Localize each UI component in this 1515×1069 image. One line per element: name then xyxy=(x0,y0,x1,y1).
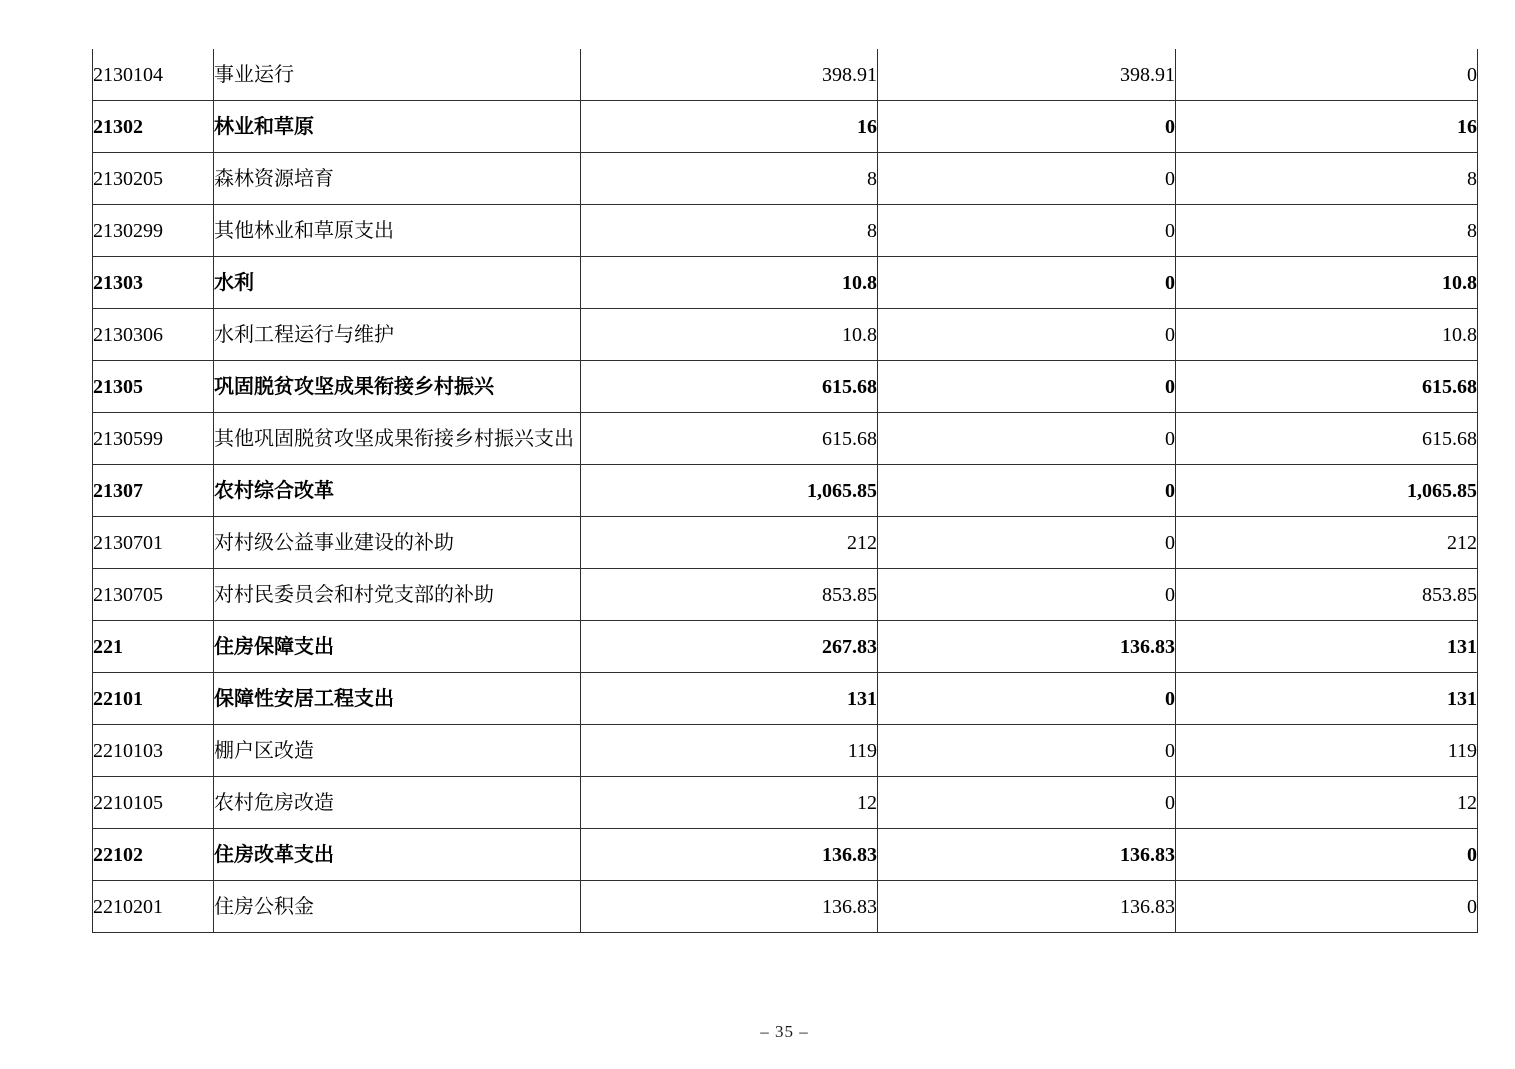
row-value-1: 267.83 xyxy=(581,621,878,673)
row-value-3: 0 xyxy=(1176,829,1478,881)
row-value-2: 0 xyxy=(878,725,1176,777)
row-value-3: 12 xyxy=(1176,777,1478,829)
row-value-1: 136.83 xyxy=(581,829,878,881)
row-value-1: 119 xyxy=(581,725,878,777)
row-code: 221 xyxy=(93,621,214,673)
row-value-3: 10.8 xyxy=(1176,309,1478,361)
table-row xyxy=(93,569,1478,621)
row-name: 住房保障支出 xyxy=(214,621,581,673)
row-value-3: 16 xyxy=(1176,101,1478,153)
row-value-3: 212 xyxy=(1176,517,1478,569)
row-code: 2130705 xyxy=(93,569,214,621)
row-name: 对村民委员会和村党支部的补助 xyxy=(214,569,581,621)
row-value-3: 119 xyxy=(1176,725,1478,777)
row-code: 22102 xyxy=(93,829,214,881)
row-name: 水利 xyxy=(214,257,581,309)
row-value-2: 136.83 xyxy=(878,881,1176,933)
row-value-3: 8 xyxy=(1176,205,1478,257)
row-value-2: 0 xyxy=(878,413,1176,465)
row-value-3: 615.68 xyxy=(1176,413,1478,465)
row-name: 对村级公益事业建设的补助 xyxy=(214,517,581,569)
row-code: 2210105 xyxy=(93,777,214,829)
row-value-1: 12 xyxy=(581,777,878,829)
row-value-3: 615.68 xyxy=(1176,361,1478,413)
table-row xyxy=(93,101,1478,153)
row-name: 保障性安居工程支出 xyxy=(214,673,581,725)
row-code: 21303 xyxy=(93,257,214,309)
page-number: – 35 – xyxy=(760,1022,809,1041)
table-row xyxy=(93,309,1478,361)
row-value-2: 0 xyxy=(878,309,1176,361)
row-value-1: 136.83 xyxy=(581,881,878,933)
row-value-2: 0 xyxy=(878,153,1176,205)
row-value-2: 0 xyxy=(878,101,1176,153)
row-value-1: 1,065.85 xyxy=(581,465,878,517)
row-value-2: 0 xyxy=(878,361,1176,413)
row-value-3: 131 xyxy=(1176,621,1478,673)
row-value-2: 0 xyxy=(878,569,1176,621)
row-code: 21305 xyxy=(93,361,214,413)
row-value-1: 8 xyxy=(581,153,878,205)
table-row xyxy=(93,777,1478,829)
row-name: 森林资源培育 xyxy=(214,153,581,205)
table-row xyxy=(93,361,1478,413)
row-code: 2130299 xyxy=(93,205,214,257)
row-code: 21307 xyxy=(93,465,214,517)
row-name: 水利工程运行与维护 xyxy=(214,309,581,361)
row-name: 巩固脱贫攻坚成果衔接乡村振兴 xyxy=(214,361,581,413)
row-value-2: 0 xyxy=(878,465,1176,517)
table-row xyxy=(93,413,1478,465)
row-name: 住房公积金 xyxy=(214,881,581,933)
table-row xyxy=(93,257,1478,309)
row-code: 2130306 xyxy=(93,309,214,361)
row-name: 棚户区改造 xyxy=(214,725,581,777)
row-value-1: 615.68 xyxy=(581,361,878,413)
row-value-2: 0 xyxy=(878,673,1176,725)
row-value-3: 0 xyxy=(1176,49,1478,101)
row-value-3: 1,065.85 xyxy=(1176,465,1478,517)
row-value-1: 615.68 xyxy=(581,413,878,465)
row-name: 其他林业和草原支出 xyxy=(214,205,581,257)
row-code: 21302 xyxy=(93,101,214,153)
row-code: 2130205 xyxy=(93,153,214,205)
table-row xyxy=(93,829,1478,881)
table-row xyxy=(93,465,1478,517)
budget-expenditure-table xyxy=(92,49,1478,933)
table-row xyxy=(93,517,1478,569)
row-name: 农村危房改造 xyxy=(214,777,581,829)
row-value-1: 10.8 xyxy=(581,309,878,361)
row-value-3: 131 xyxy=(1176,673,1478,725)
row-code: 2130599 xyxy=(93,413,214,465)
row-value-3: 10.8 xyxy=(1176,257,1478,309)
row-value-2: 0 xyxy=(878,257,1176,309)
row-value-1: 131 xyxy=(581,673,878,725)
row-code: 2210201 xyxy=(93,881,214,933)
row-value-2: 136.83 xyxy=(878,829,1176,881)
table-row xyxy=(93,621,1478,673)
row-value-2: 0 xyxy=(878,777,1176,829)
table-row xyxy=(93,153,1478,205)
row-value-1: 16 xyxy=(581,101,878,153)
row-name: 事业运行 xyxy=(214,49,581,101)
row-value-1: 398.91 xyxy=(581,49,878,101)
row-value-2: 0 xyxy=(878,517,1176,569)
table-row xyxy=(93,881,1478,933)
table-row xyxy=(93,205,1478,257)
row-name: 其他巩固脱贫攻坚成果衔接乡村振兴支出 xyxy=(214,413,581,465)
row-value-1: 8 xyxy=(581,205,878,257)
row-code: 2130701 xyxy=(93,517,214,569)
table-row xyxy=(93,49,1478,101)
row-value-2: 136.83 xyxy=(878,621,1176,673)
table-row xyxy=(93,725,1478,777)
budget-table xyxy=(92,49,1477,933)
row-value-3: 8 xyxy=(1176,153,1478,205)
row-code: 2210103 xyxy=(93,725,214,777)
row-name: 农村综合改革 xyxy=(214,465,581,517)
row-name: 住房改革支出 xyxy=(214,829,581,881)
row-value-1: 10.8 xyxy=(581,257,878,309)
table-row xyxy=(93,673,1478,725)
row-value-1: 212 xyxy=(581,517,878,569)
row-name: 林业和草原 xyxy=(214,101,581,153)
row-value-2: 0 xyxy=(878,205,1176,257)
row-value-3: 0 xyxy=(1176,881,1478,933)
row-value-2: 398.91 xyxy=(878,49,1176,101)
row-value-3: 853.85 xyxy=(1176,569,1478,621)
row-code: 22101 xyxy=(93,673,214,725)
row-value-1: 853.85 xyxy=(581,569,878,621)
row-code: 2130104 xyxy=(93,49,214,101)
